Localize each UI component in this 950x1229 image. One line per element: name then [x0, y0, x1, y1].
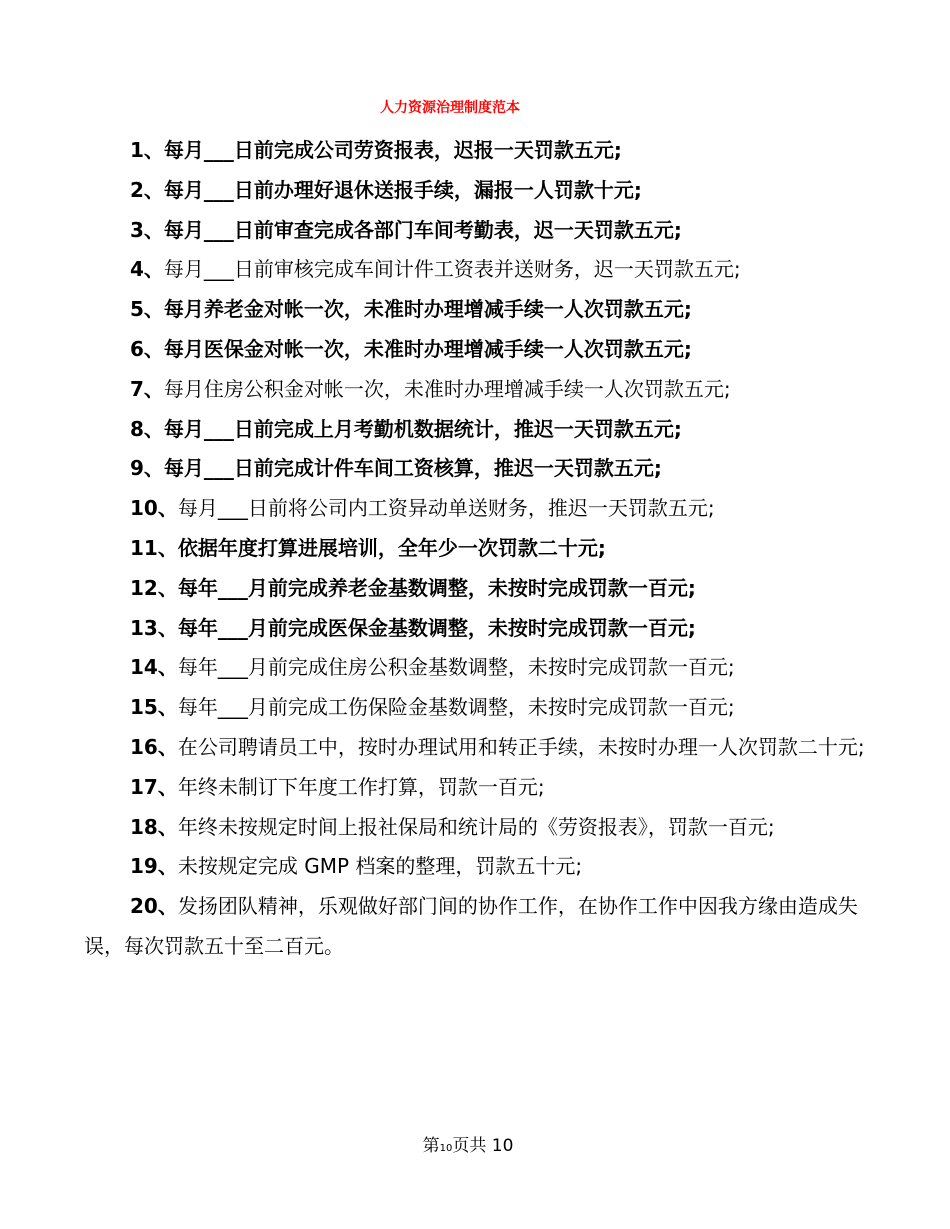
item-number: 18、 — [130, 814, 178, 839]
item-text: 在公司聘请员工中，按时办理试用和转正手续，未按时办理一人次罚款二十元; — [177, 734, 865, 759]
document-title: 人力资源治理制度范本 — [380, 100, 520, 116]
item-text: 未按规定完成 GMP 档案的整理，罚款五十元; — [177, 854, 583, 879]
item-number: 9、 — [130, 456, 164, 481]
list-item — [84, 609, 874, 649]
item-number: 19、 — [130, 854, 178, 879]
item-number: 6、 — [130, 336, 164, 361]
item-number: 12、 — [130, 575, 178, 600]
item-number: 3、 — [130, 217, 164, 242]
item-text: 每年___月前完成医保金基数调整，未按时完成罚款一百元; — [177, 615, 696, 640]
item-number: 2、 — [130, 177, 164, 202]
item-number: 20、 — [130, 894, 178, 919]
list-item — [84, 728, 874, 768]
list-item — [84, 370, 874, 410]
footer-suffix: 页共 10 — [452, 1136, 514, 1156]
item-number: 11、 — [130, 535, 178, 560]
list-item — [84, 250, 874, 290]
list-item — [84, 847, 874, 887]
item-number: 4、 — [130, 257, 164, 282]
item-text: 发扬团队精神，乐观做好部门间的协作工作，在协作工作中因我方缘由造成失误，每次罚款五十至二百元。 — [84, 894, 858, 958]
document-body — [84, 131, 874, 967]
list-item — [84, 688, 874, 728]
item-text: 每月___日前审核完成车间计件工资表并送财务，迟一天罚款五元; — [163, 257, 741, 282]
page-footer — [0, 1135, 936, 1160]
item-text: 每月养老金对帐一次，未准时办理增减手续一人次罚款五元; — [163, 297, 692, 322]
item-text: 每月医保金对帐一次，未准时办理增减手续一人次罚款五元; — [163, 336, 692, 361]
item-text: 每年___月前完成养老金基数调整，未按时完成罚款一百元; — [177, 575, 696, 600]
item-number: 7、 — [130, 376, 164, 401]
list-item — [84, 410, 874, 450]
item-number: 5、 — [130, 297, 164, 322]
item-number: 16、 — [130, 734, 178, 759]
item-text: 每年___月前完成住房公积金基数调整，未按时完成罚款一百元; — [177, 655, 735, 680]
item-text: 每月___日前完成计件车间工资核算，推迟一天罚款五元; — [163, 456, 662, 481]
item-text: 年终未制订下年度工作打算，罚款一百元; — [177, 774, 545, 799]
item-text: 每月___日前完成上月考勤机数据统计，推迟一天罚款五元; — [163, 416, 682, 441]
list-item — [84, 489, 874, 529]
item-text: 依据年度打算进展培训，全年少一次罚款二十元; — [177, 535, 606, 560]
item-text: 每月___日前审查完成各部门车间考勤表，迟一天罚款五元; — [163, 217, 682, 242]
item-text: 每月___日前完成公司劳资报表，迟报一天罚款五元; — [163, 138, 622, 162]
item-number: 17、 — [130, 774, 178, 799]
item-number: 15、 — [130, 695, 178, 720]
list-item — [84, 131, 874, 171]
item-number: 8、 — [130, 416, 164, 441]
list-item — [84, 211, 874, 251]
list-item — [84, 808, 874, 848]
list-item — [84, 569, 874, 609]
item-text: 每月___日前将公司内工资异动单送财务，推迟一天罚款五元; — [177, 496, 715, 521]
item-number: 14、 — [130, 655, 178, 680]
list-item — [84, 768, 874, 808]
item-number: 13、 — [130, 615, 178, 640]
item-text: 每月___日前办理好退休送报手续，漏报一人罚款十元; — [163, 177, 642, 202]
list-item — [84, 449, 874, 489]
item-text: 每月住房公积金对帐一次，未准时办理增减手续一人次罚款五元; — [163, 376, 731, 401]
list-item — [84, 171, 874, 211]
item-text: 年终未按规定时间上报社保局和统计局的《劳资报表》，罚款一百元; — [177, 814, 775, 839]
footer-prefix: 第 — [422, 1136, 440, 1156]
item-number: 1、 — [130, 138, 164, 162]
current-page-number: 10 — [439, 1143, 453, 1154]
item-text: 每年___月前完成工伤保险金基数调整，未按时完成罚款一百元; — [177, 695, 735, 720]
list-item — [84, 887, 874, 967]
list-item — [84, 529, 874, 569]
list-item — [84, 290, 874, 330]
list-item — [84, 648, 874, 688]
item-number: 10、 — [130, 496, 178, 521]
list-item — [84, 330, 874, 370]
